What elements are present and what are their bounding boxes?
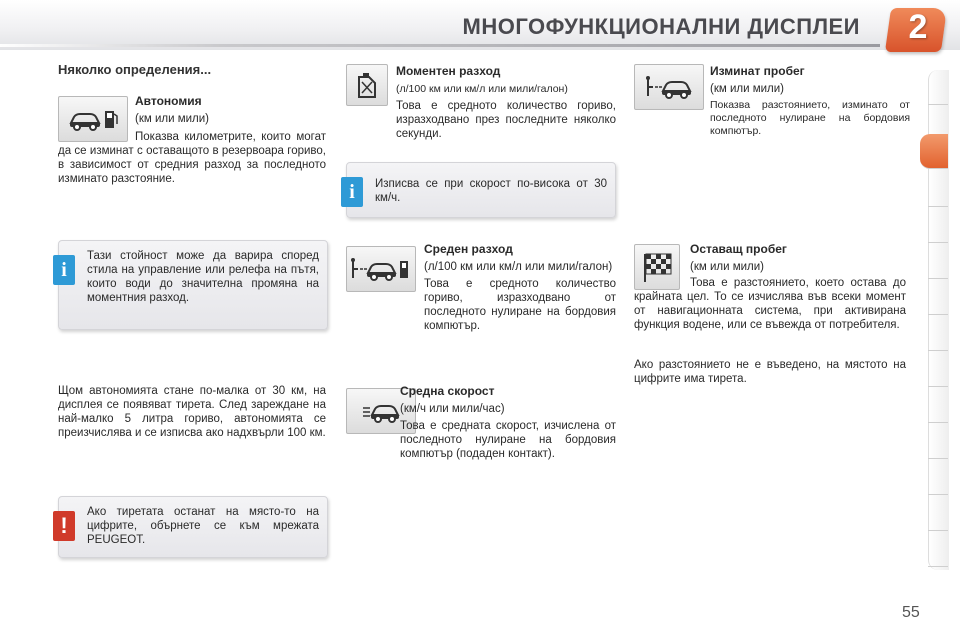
trip-car-icon (634, 64, 704, 110)
section-title: Няколко определения... (58, 62, 212, 77)
instant-units: (л/100 км или км/л или мили/галон) (396, 83, 568, 95)
side-tab-13[interactable] (928, 532, 948, 567)
average-description: Това е средното количество гориво, изразходвано от последното нулиране на бордовия компютър. (424, 278, 616, 332)
warning-note-text: Ако тиретата останат на място-то на цифрите, обърнете се към мрежата PEUGEOT. (87, 506, 319, 546)
fuel-can-icon (346, 64, 388, 106)
info-icon: i (53, 255, 75, 285)
side-tab-10[interactable] (928, 424, 948, 459)
info-icon: i (341, 177, 363, 207)
remaining-description: Това е разстоянието, което остава до крайната цел. То се изчислява във всеки момент от навигационната система, при активирана функция водене, или се въвежда от потребителя. (634, 277, 906, 331)
distance-block (710, 64, 910, 138)
page-title: МНОГОФУНКЦИОНАЛНИ ДИСПЛЕИ (462, 14, 860, 39)
remaining-head (690, 242, 906, 277)
instant-title: Моментен разход (396, 64, 501, 78)
speed-description: Това е средната скорост, изчислена от последното нулиране на бордовия компютър (подаден контакт). (400, 420, 616, 460)
distance-units: (км или мили) (710, 83, 785, 95)
side-tab-8[interactable] (928, 352, 948, 387)
distance-description: Показва разстоянието, изминато от последното нулиране на бордовия компютър. (710, 99, 910, 137)
remaining-title: Оставащ пробег (690, 242, 787, 256)
autonomy-low-paragraph: Щом автономията стане по-малка от 30 км, на дисплея се появяват тирета. След зареждане на най-малко 5 литра гориво, автономията се преизчислява и се изписва ако надхвърли 100 км. (58, 385, 326, 439)
side-tab-7[interactable] (928, 316, 948, 351)
chapter-number: 2 (908, 8, 928, 46)
side-tab-4[interactable] (928, 208, 948, 243)
autonomy-units: (км или мили) (135, 113, 210, 125)
trip-car-fuel-icon (346, 246, 416, 292)
instant-block (396, 64, 616, 141)
page-number: 55 (902, 604, 920, 621)
average-block (424, 242, 616, 333)
remaining-note: Ако разстоянието не е въведено, на мястото на цифрите има тирета. (634, 359, 906, 385)
info-note-autonomy-text: Тази стойност може да варира според стила на управление или релефа на пътя, които води до значителна промяна на моментния разход. (87, 250, 319, 304)
average-units: (л/100 км или км/л или мили/галон) (424, 261, 613, 273)
side-tab-11[interactable] (928, 460, 948, 495)
average-title: Среден разход (424, 242, 513, 256)
header-divider (0, 44, 880, 47)
side-tab-1[interactable] (928, 70, 948, 105)
remaining-units: (км или мили) (690, 261, 765, 273)
side-tab-9[interactable] (928, 388, 948, 423)
side-tab-6[interactable] (928, 280, 948, 315)
side-tab-active[interactable] (920, 134, 948, 169)
side-tab-5[interactable] (928, 244, 948, 279)
autonomy-title: Автономия (135, 94, 202, 108)
autonomy-head (135, 94, 325, 129)
speed-units: (км/ч или мили/час) (400, 403, 505, 415)
info-note-instant (346, 162, 616, 218)
instant-description: Това е средното количество гориво, изразходвано през последните няколко секунди. (396, 100, 616, 140)
speed-block (400, 384, 616, 461)
speed-title: Средна скорост (400, 384, 495, 398)
info-note-instant-text: Изписва се при скорост по-висока от 30 км/ч. (375, 178, 607, 204)
warning-icon: ! (53, 511, 75, 541)
side-tab-3[interactable] (928, 172, 948, 207)
autonomy-description: Показва километрите, които могат да се изминат с оставащото в резервоара гориво, в зависимост от средния разход за последното изминато разстояние. (58, 131, 326, 185)
info-note-autonomy (58, 240, 328, 330)
distance-title: Изминат пробег (710, 64, 805, 78)
side-tab-12[interactable] (928, 496, 948, 531)
warning-note (58, 496, 328, 558)
